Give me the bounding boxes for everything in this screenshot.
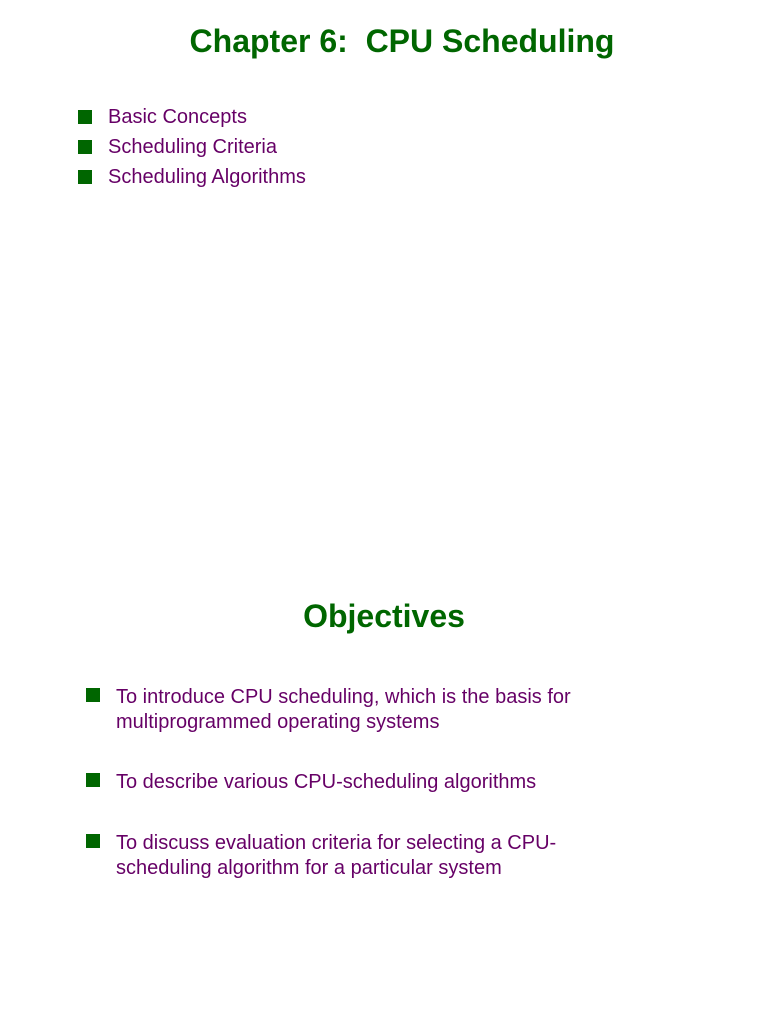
slide-title-chapter: Chapter 6: CPU Scheduling [189, 23, 615, 59]
list-item [86, 831, 646, 881]
objective-label: To discuss evaluation criteria for selecting a CPU-scheduling algorithm for a particular system [116, 832, 557, 879]
objective-label: To introduce CPU scheduling, which is the basis for multiprogrammed operating systems [116, 686, 571, 733]
topic-label: Basic Concepts [108, 106, 247, 128]
list-item [86, 685, 646, 770]
list-item [78, 165, 306, 195]
slide-title-objectives: Objectives [303, 598, 465, 634]
list-item [86, 770, 646, 831]
square-bullet-icon [86, 688, 100, 702]
topics-list [78, 105, 306, 195]
topic-label: Scheduling Criteria [108, 136, 277, 158]
square-bullet-icon [78, 140, 92, 154]
list-item [78, 135, 306, 165]
topic-label: Scheduling Algorithms [108, 166, 306, 188]
objective-label: To describe various CPU-scheduling algorithms [116, 771, 537, 793]
square-bullet-icon [86, 773, 100, 787]
objectives-list [86, 685, 646, 881]
square-bullet-icon [86, 834, 100, 848]
square-bullet-icon [78, 170, 92, 184]
list-item [78, 105, 306, 135]
square-bullet-icon [78, 110, 92, 124]
